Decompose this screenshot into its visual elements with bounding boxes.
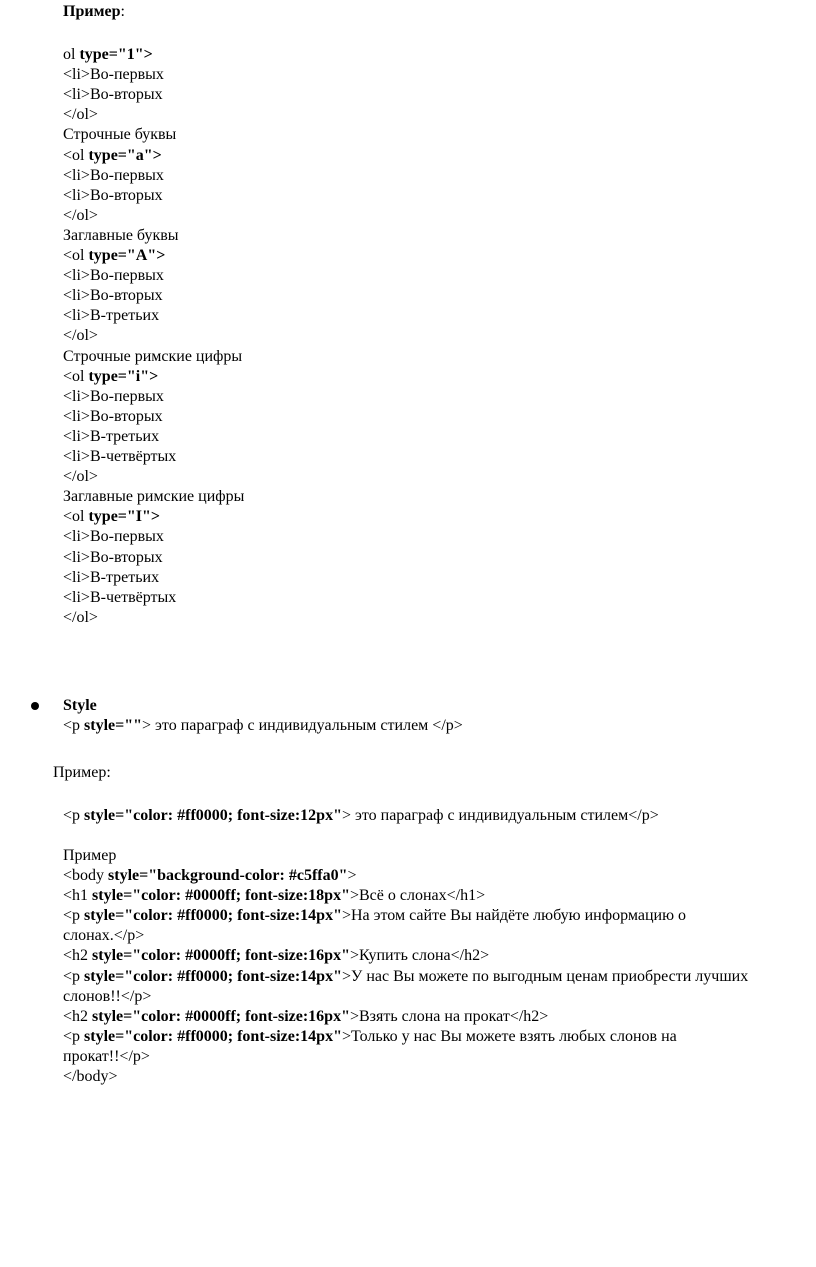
code-line	[63, 1047, 150, 1067]
code-line	[63, 286, 163, 306]
example-label: Пример:	[53, 764, 111, 781]
code-line	[63, 946, 489, 966]
code-text: прокат!!</p>	[63, 1047, 150, 1065]
code-line	[63, 487, 244, 507]
code-line	[63, 105, 98, 125]
code-line	[63, 85, 163, 105]
code-line	[63, 246, 165, 266]
code-line	[63, 186, 163, 206]
code-text: <h1	[63, 887, 93, 905]
code-attribute: type="1">	[79, 46, 153, 63]
code-line	[63, 588, 176, 608]
code-text: >Только у нас Вы можете взять любых слонов на	[341, 1027, 677, 1045]
code-line	[63, 447, 176, 467]
code-text: ol	[63, 46, 80, 63]
code-attribute: type="a">	[88, 146, 162, 164]
code-line	[63, 548, 163, 568]
code-attribute: style="color: #ff0000; font-size:12px"	[84, 807, 342, 824]
code-line	[63, 226, 179, 246]
code-line	[63, 1007, 548, 1027]
example2-label: Пример	[63, 847, 117, 864]
code-text: <ol	[63, 367, 89, 385]
code-attribute: type="A">	[88, 247, 166, 264]
code-text: </ol>	[63, 608, 98, 626]
code-attribute: style=""	[84, 717, 143, 734]
code-text: <li>Во-первых	[63, 267, 164, 285]
code-attribute: type="i">	[88, 367, 159, 385]
code-text: <p	[63, 1027, 85, 1045]
code-text: Заглавные буквы	[63, 226, 179, 244]
code-line	[63, 866, 357, 886]
code-attribute: style="color: #ff0000; font-size:14px"	[84, 967, 342, 985]
code-line	[63, 65, 164, 85]
code-attribute: style="color: #0000ff; font-size:16px"	[92, 1007, 350, 1025]
code-text: </body>	[63, 1068, 118, 1085]
code-text: <ol	[63, 247, 89, 264]
code-text: <li>В-третьих	[63, 427, 160, 445]
code-text: <li>В-четвёртых	[63, 448, 177, 465]
code-text: > это параграф с индивидуальным стилем </p>	[142, 717, 463, 734]
code-text: <li>В-третьих	[63, 307, 160, 325]
heading-text: Пример	[63, 3, 121, 20]
code-line	[63, 306, 159, 326]
code-text: слонов!!</p>	[63, 987, 152, 1005]
code-text: <p	[63, 717, 85, 734]
code-attribute: style="color: #0000ff; font-size:18px"	[92, 887, 350, 905]
code-text: >На этом сайте Вы найдёте любую информацию о	[341, 907, 687, 925]
code-text: слонах.</p>	[63, 927, 145, 945]
code-text: Заглавные римские цифры	[63, 488, 245, 506]
code-line	[63, 608, 98, 628]
code-line	[63, 427, 159, 447]
section1-heading	[63, 2, 125, 22]
code-text: >Всё о слонах</h1>	[349, 887, 486, 905]
code-line	[63, 467, 98, 487]
code-text: <li>Во-первых	[63, 387, 164, 405]
code-text: <h2	[63, 1007, 93, 1025]
code-line	[63, 45, 153, 65]
code-line	[63, 367, 158, 387]
code-line	[63, 166, 164, 186]
code-line	[63, 1067, 118, 1087]
code-text: <li>В-третьих	[63, 568, 160, 586]
code-line	[63, 926, 144, 946]
code-text: <li>Во-вторых	[63, 186, 163, 204]
code-text: >	[347, 867, 357, 884]
code-line	[63, 387, 164, 407]
code-line	[63, 507, 160, 527]
code-text: <ol	[63, 508, 89, 526]
bullet-title: Style	[63, 697, 97, 714]
example-code-line	[63, 806, 659, 826]
code-text: >Взять слона на прокат</h2>	[349, 1007, 549, 1025]
code-text: >Купить слона</h2>	[349, 947, 490, 965]
code-line	[63, 407, 163, 427]
code-line	[63, 1027, 677, 1047]
code-line	[63, 987, 151, 1007]
code-text: <li>Во-вторых	[63, 86, 163, 104]
code-line	[63, 347, 242, 367]
code-line	[63, 146, 162, 166]
code-line	[63, 266, 164, 286]
code-text: <li>В-четвёртых	[63, 588, 177, 606]
code-line	[63, 206, 98, 226]
code-text: Строчные римские цифры	[63, 347, 243, 365]
code-attribute: style="color: #0000ff; font-size:16px"	[92, 947, 350, 965]
bullet-dot-icon	[31, 702, 39, 710]
code-text: <p	[63, 907, 85, 925]
code-line	[63, 527, 164, 547]
code-text: <li>Во-вторых	[63, 548, 163, 566]
code-attribute: type="I">	[88, 508, 161, 526]
code-line	[63, 326, 98, 346]
code-text: > это параграф с индивидуальным стилем</p>	[341, 807, 659, 824]
code-text: <p	[63, 967, 85, 985]
code-line	[63, 568, 159, 588]
code-line	[63, 125, 176, 145]
code-text: >У нас Вы можете по выгодным ценам приобрести лучших	[341, 967, 749, 985]
code-text: </ol>	[63, 106, 98, 124]
code-attribute: style="background-color: #c5ffa0"	[108, 867, 348, 884]
code-text: <li>Во-первых	[63, 166, 164, 184]
code-line	[63, 886, 485, 906]
heading-colon: :	[120, 3, 125, 20]
code-text: </ol>	[63, 327, 98, 345]
code-text: </ol>	[63, 468, 98, 486]
code-text: <h2	[63, 947, 93, 965]
code-text: Строчные буквы	[63, 126, 177, 144]
code-text: <li>Во-первых	[63, 528, 164, 546]
code-attribute: style="color: #ff0000; font-size:14px"	[84, 1027, 342, 1045]
code-text: <ol	[63, 146, 89, 164]
code-text: <li>Во-первых	[63, 66, 164, 84]
code-line	[63, 906, 686, 926]
code-text: <li>Во-вторых	[63, 407, 163, 425]
code-text: <body	[63, 867, 109, 884]
code-text: <p	[63, 807, 85, 824]
style-syntax-line	[63, 716, 463, 736]
code-text: <li>Во-вторых	[63, 287, 163, 305]
code-text: </ol>	[63, 206, 98, 224]
code-line	[63, 967, 748, 987]
code-attribute: style="color: #ff0000; font-size:14px"	[84, 907, 342, 925]
